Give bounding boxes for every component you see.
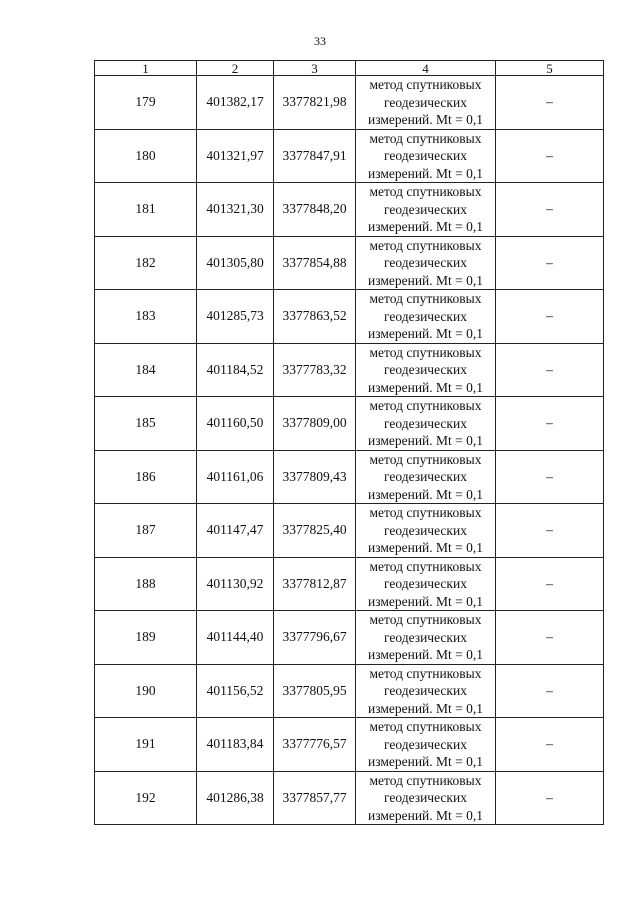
x-coordinate-cell: 401321,97 (197, 129, 274, 183)
point-number-cell: 185 (95, 397, 197, 451)
point-number-cell: 181 (95, 183, 197, 237)
method-cell (356, 76, 496, 130)
table-row (95, 557, 604, 611)
note-cell: – (496, 290, 604, 344)
method-line: геодезических (384, 362, 467, 377)
note-cell: – (496, 718, 604, 772)
method-line: геодезических (384, 522, 467, 538)
table-row (95, 236, 604, 290)
table-header-row (95, 61, 604, 76)
method-line: метод спутниковых (369, 612, 482, 627)
point-number-cell: 184 (95, 343, 197, 397)
y-coordinate-cell: 3377825,40 (274, 504, 356, 558)
table-row (95, 76, 604, 130)
method-line: измерений. Mt = 0,1 (367, 272, 484, 288)
column-header-1: 1 (95, 61, 197, 76)
x-coordinate-cell: 401156,52 (197, 664, 274, 718)
note-cell: – (496, 611, 604, 665)
x-coordinate-cell: 401147,47 (197, 504, 274, 558)
method-cell (356, 343, 496, 397)
note-cell: – (496, 183, 604, 237)
y-coordinate-cell: 3377854,88 (274, 236, 356, 290)
x-coordinate-cell: 401305,80 (197, 236, 274, 290)
method-line: измерений. Mt = 0,1 (367, 165, 484, 181)
method-line: измерений. Mt = 0,1 (367, 807, 484, 823)
method-line: метод спутниковых (369, 130, 482, 146)
x-coordinate-cell: 401184,52 (197, 343, 274, 397)
table-row (95, 664, 604, 718)
x-coordinate-cell: 401161,06 (197, 450, 274, 504)
note-cell: – (496, 557, 604, 611)
method-line: метод спутниковых (369, 291, 482, 306)
method-cell (356, 129, 496, 183)
note-cell: – (496, 236, 604, 290)
table-row (95, 450, 604, 504)
method-cell (356, 718, 496, 772)
note-cell: – (496, 397, 604, 451)
method-cell (356, 397, 496, 451)
note-cell: – (496, 76, 604, 130)
point-number-cell: 189 (95, 611, 197, 665)
x-coordinate-cell: 401285,73 (197, 290, 274, 344)
method-line: метод спутниковых (369, 719, 482, 734)
column-header-4: 4 (356, 61, 496, 76)
point-number-cell: 188 (95, 557, 197, 611)
x-coordinate-cell: 401144,40 (197, 611, 274, 665)
table-row (95, 183, 604, 237)
method-cell (356, 771, 496, 825)
table-row (95, 771, 604, 825)
point-number-cell: 182 (95, 236, 197, 290)
method-line: геодезических (384, 415, 467, 431)
table-row (95, 343, 604, 397)
method-line: метод спутниковых (369, 344, 482, 360)
note-cell: – (496, 504, 604, 558)
note-cell: – (496, 450, 604, 504)
method-line: измерений. Mt = 0,1 (367, 540, 484, 555)
method-line: геодезических (384, 683, 467, 698)
method-cell (356, 450, 496, 504)
point-number-cell: 192 (95, 771, 197, 825)
table-row (95, 718, 604, 772)
method-cell (356, 183, 496, 237)
y-coordinate-cell: 3377857,77 (274, 771, 356, 825)
x-coordinate-cell: 401160,50 (197, 397, 274, 451)
method-cell (356, 504, 496, 558)
y-coordinate-cell: 3377796,67 (274, 611, 356, 665)
method-line: метод спутниковых (369, 184, 482, 199)
column-header-5: 5 (496, 61, 604, 76)
method-line: метод спутниковых (369, 237, 482, 253)
method-line: измерений. Mt = 0,1 (367, 754, 484, 769)
method-line: метод спутниковых (369, 505, 482, 520)
y-coordinate-cell: 3377805,95 (274, 664, 356, 718)
point-number-cell: 187 (95, 504, 197, 558)
method-line: измерений. Mt = 0,1 (367, 647, 484, 662)
note-cell: – (496, 771, 604, 825)
method-line: геодезических (384, 308, 467, 324)
method-line: измерений. Mt = 0,1 (367, 326, 484, 341)
y-coordinate-cell: 3377776,57 (274, 718, 356, 772)
method-line: метод спутниковых (369, 665, 482, 681)
method-line: метод спутниковых (369, 398, 482, 413)
table-row (95, 397, 604, 451)
table-row (95, 611, 604, 665)
note-cell: – (496, 343, 604, 397)
x-coordinate-cell: 401183,84 (197, 718, 274, 772)
table-row (95, 129, 604, 183)
x-coordinate-cell: 401130,92 (197, 557, 274, 611)
method-cell (356, 290, 496, 344)
y-coordinate-cell: 3377847,91 (274, 129, 356, 183)
note-cell: – (496, 664, 604, 718)
y-coordinate-cell: 3377812,87 (274, 557, 356, 611)
method-cell (356, 664, 496, 718)
method-line: геодезических (384, 736, 467, 752)
y-coordinate-cell: 3377783,32 (274, 343, 356, 397)
method-line: измерений. Mt = 0,1 (367, 379, 484, 395)
method-line: метод спутниковых (369, 451, 482, 467)
method-cell (356, 611, 496, 665)
method-line: геодезических (384, 201, 467, 217)
table-body (95, 76, 604, 825)
y-coordinate-cell: 3377863,52 (274, 290, 356, 344)
method-line: измерений. Mt = 0,1 (367, 219, 484, 234)
method-line: геодезических (384, 94, 467, 110)
page-number: 33 (314, 34, 326, 48)
method-line: геодезических (384, 790, 467, 805)
method-line: измерений. Mt = 0,1 (367, 700, 484, 716)
method-line: измерений. Mt = 0,1 (367, 486, 484, 502)
method-cell (356, 236, 496, 290)
table-row (95, 504, 604, 558)
x-coordinate-cell: 401286,38 (197, 771, 274, 825)
method-line: геодезических (384, 469, 467, 484)
method-line: измерений. Mt = 0,1 (367, 433, 484, 448)
method-line: метод спутниковых (369, 77, 482, 92)
method-line: измерений. Mt = 0,1 (367, 112, 484, 127)
method-line: метод спутниковых (369, 772, 482, 788)
x-coordinate-cell: 401321,30 (197, 183, 274, 237)
method-line: геодезических (384, 576, 467, 591)
y-coordinate-cell: 3377809,00 (274, 397, 356, 451)
point-number-cell: 190 (95, 664, 197, 718)
y-coordinate-cell: 3377809,43 (274, 450, 356, 504)
x-coordinate-cell: 401382,17 (197, 76, 274, 130)
y-coordinate-cell: 3377821,98 (274, 76, 356, 130)
method-line: геодезических (384, 148, 467, 163)
column-header-2: 2 (197, 61, 274, 76)
point-number-cell: 183 (95, 290, 197, 344)
method-line: измерений. Mt = 0,1 (367, 593, 484, 609)
y-coordinate-cell: 3377848,20 (274, 183, 356, 237)
method-line: геодезических (384, 629, 467, 645)
column-header-3: 3 (274, 61, 356, 76)
point-number-cell: 180 (95, 129, 197, 183)
coordinates-table (94, 60, 604, 825)
method-line: геодезических (384, 255, 467, 270)
point-number-cell: 179 (95, 76, 197, 130)
method-line: метод спутниковых (369, 558, 482, 574)
point-number-cell: 191 (95, 718, 197, 772)
note-cell: – (496, 129, 604, 183)
method-cell (356, 557, 496, 611)
point-number-cell: 186 (95, 450, 197, 504)
table-row (95, 290, 604, 344)
